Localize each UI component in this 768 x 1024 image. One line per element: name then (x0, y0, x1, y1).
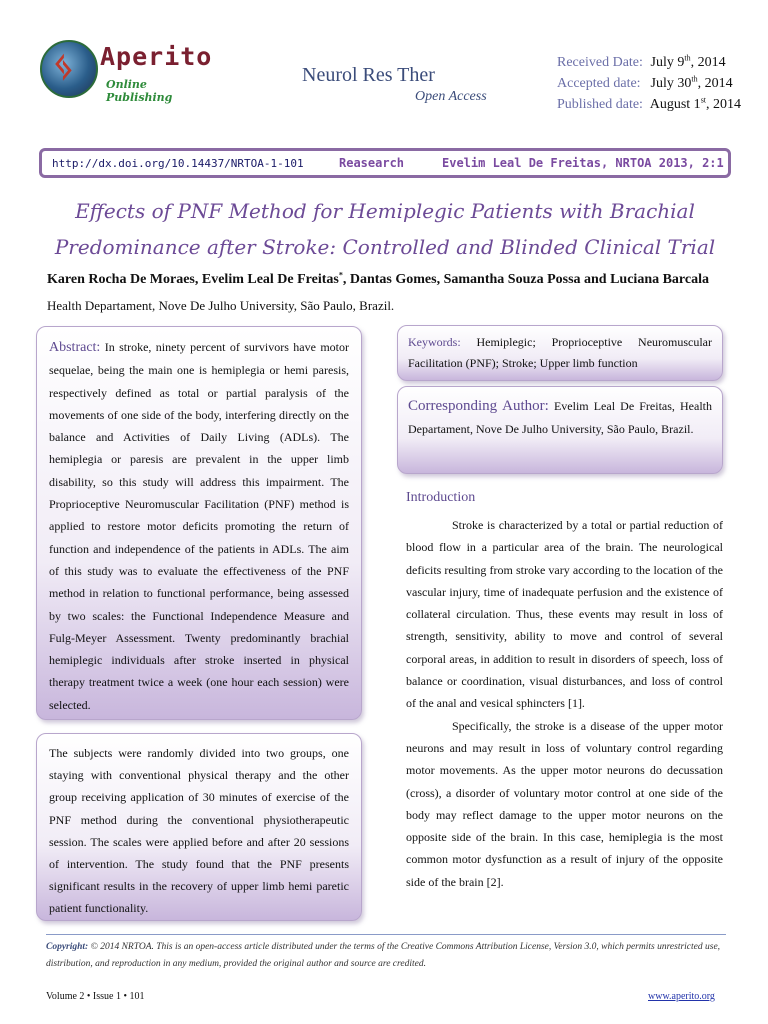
date-value: August 1st, 2014 (649, 95, 742, 112)
corresponding-author-text: Corresponding Author: Evelim Leal De Freitas, Health Departament, Nove De Julho University, São Paulo, Brazil. (408, 398, 712, 436)
article-type: Reasearch (339, 156, 405, 170)
paragraph: Specifically, the stroke is a disease of the upper motor neurons and may result in loss of voluntary control regarding motor movements. As the upper motor neurons do decussation (cross), a disorder of voluntary motor control at one side of the body may reflect damage to the upper motor neurons on the opposite side of the brain. In this case, hemiplegia is the most common motor dysfunction as a result of injury of the opposite side of the brain [2]. (406, 718, 723, 889)
keywords-text: Keywords: Hemiplegic; Proprioceptive Neuromuscular Facilitation (PNF); Stroke; Upper limb function (408, 335, 712, 370)
abstract-box (36, 326, 362, 720)
accepted-date (557, 73, 741, 94)
title-line-1: Effects of PNF Method for Hemiplegic Patients with Brachial (75, 199, 695, 223)
date-label: Published date: (557, 97, 643, 112)
copyright-label: Copyright: (46, 942, 89, 952)
abstract-text: Abstract: In stroke, ninety percent of survivors have motor sequelae, being the main one is hemiplegia or hemi paresis, respectively defined as total or partial paralysis of the movements of one side of the body, interfering directly on the balance and Activities of Daily Living (ADLs). The hemiplegia or paresis are prevalent in the upper limb disability, so this study will address this impairment. The Proprioceptive Neuromuscular Facilitation (PNF) method is applied to restore motor deficits promoting the return of function and independence of the patients in ADLs. The aim of this study was to evaluate the effectiveness of the PNF method in relation to functional performance, being assessed by two scales: the Functional Independence Measure and Fulg-Meyer Assessment. Twenty predominantly brachial hemiplegic individuals after stroke inserted in physical therapy treatment twice a week (one hour each session) were selected. (49, 340, 350, 712)
section-heading-introduction: Introduction (406, 490, 476, 505)
keywords-box (397, 325, 723, 381)
logo-figure-icon: ᛃ (52, 44, 75, 88)
keywords-label: Keywords: (408, 335, 461, 349)
date-label: Received Date: (557, 55, 643, 70)
abstract-continued-text: The subjects were randomly divided into two groups, one staying with conventional physical therapy and the other group receiving application of 30 minutes of exercise of the PNF method during the conventional physiotherapeutic session. The scales were applied before and after 20 sessions of intervention. The study found that the PNF presents significant results in the recovery of upper limb hemi paretic patient functionality. (49, 746, 349, 916)
publisher-logo (40, 40, 213, 104)
date-value: July 30th, 2014 (650, 74, 733, 91)
affiliation: Health Departament, Nove De Julho University, São Paulo, Brazil. (47, 298, 395, 313)
received-date (557, 52, 741, 73)
publication-dates (557, 52, 741, 115)
paper-title (40, 193, 730, 265)
corresponding-author-label: Corresponding Author: (408, 398, 549, 414)
date-value: July 9th, 2014 (650, 53, 726, 70)
doi-bar (39, 148, 731, 178)
author-list: Karen Rocha De Moraes, Evelim Leal De Freitas*, Dantas Gomes, Samantha Souza Possa and Luciana Barcala (47, 270, 710, 287)
brand-subtitle: Online Publishing (106, 78, 173, 104)
brand-name: Aperito (100, 42, 213, 71)
doi-link[interactable]: http://dx.doi.org/10.14437/NRTOA-1-101 (52, 157, 304, 170)
volume-issue: Volume 2 • Issue 1 • 101 (46, 991, 145, 1002)
open-access-label: Open Access (415, 89, 487, 104)
footer-divider (46, 934, 726, 935)
copyright-notice: Copyright: © 2014 NRTOA. This is an open-access article distributed under the terms of the Creative Commons Attribution License, Version 3.0, which permits unrestricted use, distribution, and reproduction in any medium, provided the original author and source are credited. (46, 942, 721, 969)
published-date (557, 94, 741, 115)
abstract-continued-box (36, 733, 362, 921)
introduction-body (406, 514, 723, 893)
publisher-website-link[interactable]: www.aperito.org (648, 991, 715, 1002)
date-label: Accepted date: (557, 76, 641, 91)
corresponding-author-box (397, 386, 723, 474)
abstract-label: Abstract: (49, 340, 101, 355)
title-line-2: Predominance after Stroke: Controlled and Blinded Clinical Trial (54, 235, 716, 259)
journal-title: Neurol Res Ther (302, 64, 435, 86)
citation: Evelim Leal De Freitas, NRTOA 2013, 2:1 (442, 156, 724, 170)
paragraph: Stroke is characterized by a total or partial reduction of blood flow in a particular area of the brain. The neurological deficits resulting from stroke vary according to the location of the vascular injury, time of inadequate perfusion and the existence of collateral circulation. Thus, these events may result in loss of strength, sensitivity, ability to move and control of several corporal areas, in addition to result in disorders of speech, loss of balance or coordination, visual disturbances, and loss of control of the anal and vesical sphincters [1]. (406, 518, 723, 711)
